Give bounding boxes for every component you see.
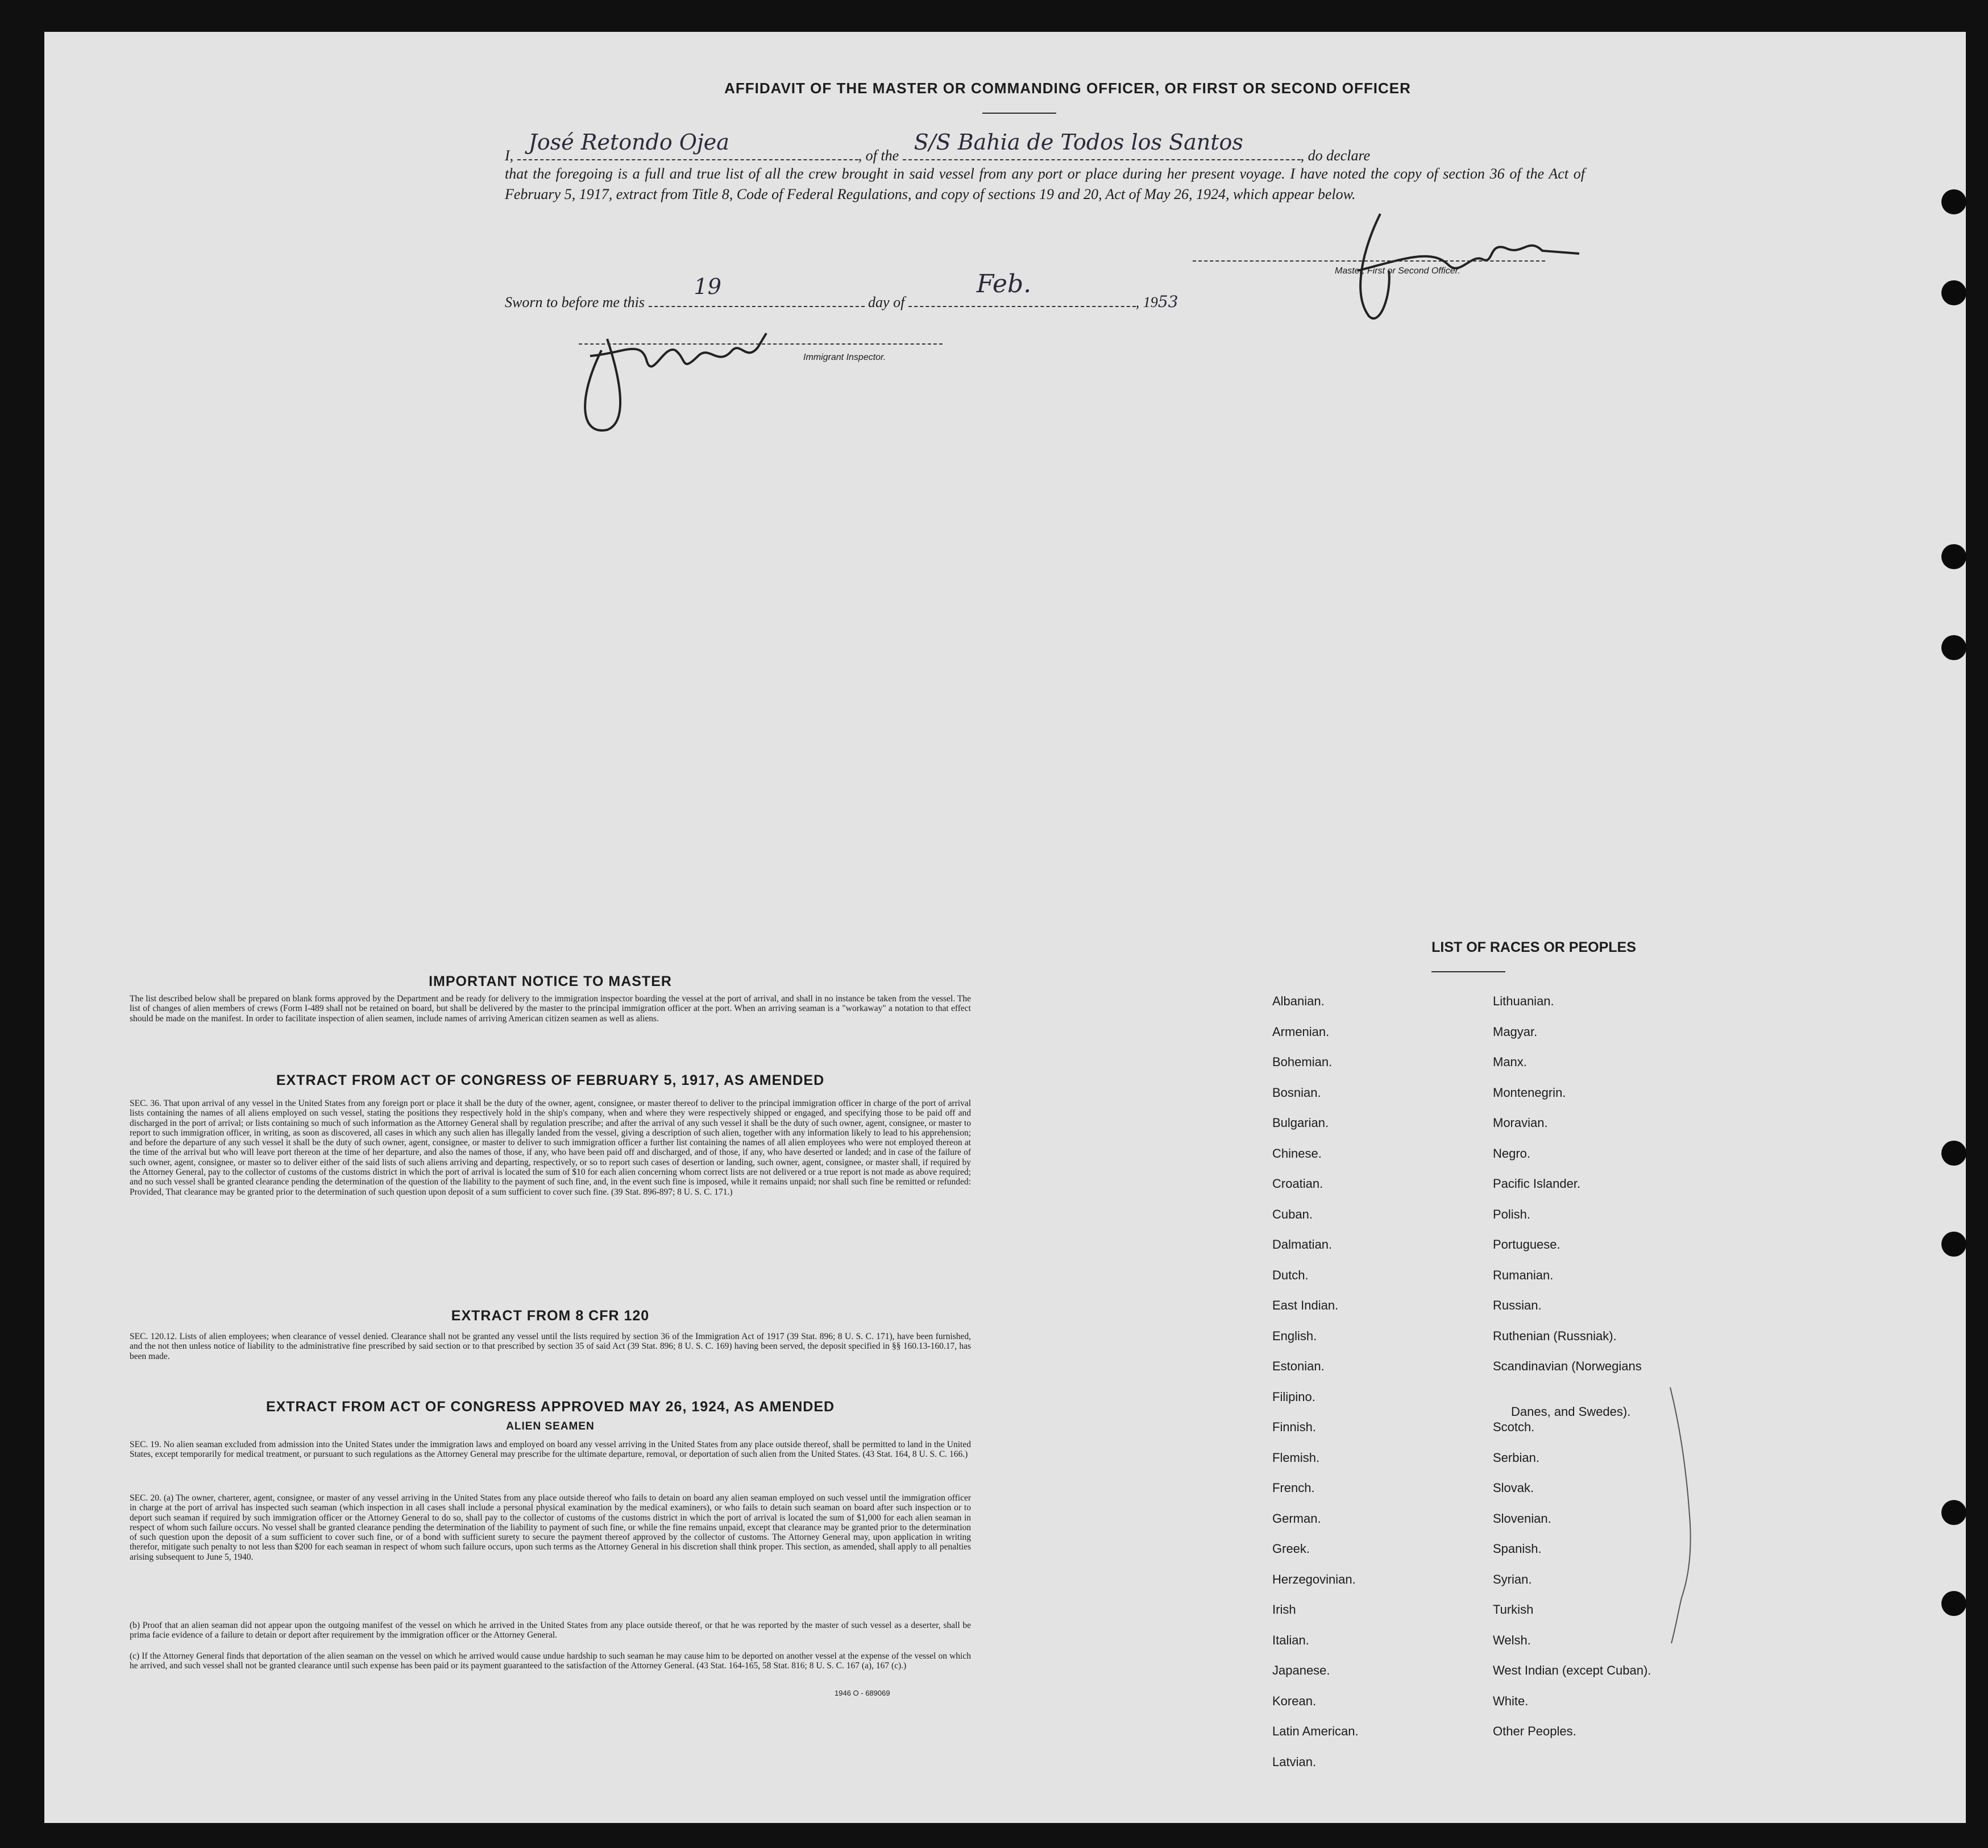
race-item: Latin American. bbox=[1272, 1724, 1359, 1738]
race-item: Japanese. bbox=[1272, 1663, 1330, 1677]
extract-1924-sec20c: (c) If the Attorney General finds that deportation of the alien seaman on the vessel on which he arrived would cause undue hardship to such seaman he may cause him to be deported on another vessel at the expense of the vessel on which he arrived, and such vessel shall not be granted clearance until such expense has been paid or its payment guaranteed to the satisfaction of the Attorney General. (43 Stat. 164-165, 58 Stat. 816; 8 U. S. C. 167 (a), 167 (c).) bbox=[130, 1651, 971, 1671]
race-item: Moravian. bbox=[1493, 1116, 1548, 1130]
races-title: LIST OF RACES OR PEOPLES bbox=[1431, 939, 1636, 955]
punch-hole bbox=[1941, 1591, 1966, 1616]
do-declare-label: , do declare bbox=[1300, 147, 1371, 164]
race-item: German. bbox=[1272, 1511, 1321, 1526]
punch-hole bbox=[1941, 280, 1966, 305]
extract-1924-sec20b: (b) Proof that an alien seaman did not appear upon the outgoing manifest of the vessel on which he arrived in the United States from any place outside thereof, or that he was reported by the master of such vessel as a deserter, shall be prima facie evidence of a failure to detain or deport after requirement by the immigration officer or the Attorney General. bbox=[130, 1621, 971, 1640]
race-item: Albanian. bbox=[1272, 994, 1325, 1008]
race-item: Herzegovinian. bbox=[1272, 1572, 1356, 1586]
affidavit-title: AFFIDAVIT OF THE MASTER OR COMMANDING OFFICER, OR FIRST OR SECOND OFFICER bbox=[724, 80, 1411, 97]
extract-1924-sec19: SEC. 19. No alien seaman excluded from admission into the United States under the immigration laws and employed on board any vessel arriving in the United States from any place outside thereof, shall be permitted to land in the United States, except temporarily for medical treatment, or pursuant to such regulations as the Attorney General may prescribe for the ultimate departure, removal, or deportation of such alien from the United States. (43 Stat. 164, 8 U. S. C. 166.) bbox=[130, 1440, 971, 1460]
race-item: Ruthenian (Russniak). bbox=[1493, 1328, 1617, 1343]
race-item: Syrian. bbox=[1493, 1572, 1532, 1586]
race-item: Portuguese. bbox=[1493, 1237, 1560, 1252]
sworn-month-handwriting: Feb. bbox=[976, 270, 1032, 299]
vessel-field bbox=[903, 130, 1301, 160]
race-item: French. bbox=[1272, 1481, 1315, 1495]
race-item: Croatian. bbox=[1272, 1176, 1323, 1191]
race-item: Slovenian. bbox=[1493, 1511, 1551, 1526]
race-item: Italian. bbox=[1272, 1632, 1309, 1647]
race-item: West Indian (except Cuban). bbox=[1493, 1663, 1651, 1677]
race-item: Welsh. bbox=[1493, 1632, 1531, 1647]
title-rule bbox=[982, 113, 1056, 114]
race-item: Turkish bbox=[1493, 1602, 1534, 1617]
race-item: Montenegrin. bbox=[1493, 1085, 1566, 1100]
race-item: Magyar. bbox=[1493, 1024, 1538, 1039]
punch-hole bbox=[1941, 1500, 1966, 1525]
name-field bbox=[517, 130, 858, 160]
sworn-label: Sworn to before me this bbox=[505, 294, 645, 310]
race-item: Rumanian. bbox=[1493, 1267, 1554, 1282]
notice-title: IMPORTANT NOTICE TO MASTER bbox=[429, 973, 672, 989]
race-item: Latvian. bbox=[1272, 1754, 1317, 1769]
punch-hole bbox=[1941, 1141, 1966, 1166]
pencil-bracket bbox=[1665, 1387, 1710, 1649]
extract-cfr-title: EXTRACT FROM 8 CFR 120 bbox=[451, 1308, 650, 1324]
extract-cfr-text: SEC. 120.12. Lists of alien employees; when clearance of vessel denied. Clearance shall not be granted any vessel until the lists required by section 36 of the Immigration Act of 1917 (39 Stat. 896; 8 U. S. C. 171), have been furnished, and the not then unless notice of liability to the administrative fine prescribed by said section or to that prescribed by section 35 of said Act (39 Stat. 896; 8 U. S. C. 169) having been served, the deposit specified in §§ 160.13-160.17, has been made. bbox=[130, 1332, 971, 1361]
race-item: Cuban. bbox=[1272, 1207, 1313, 1221]
race-item: Bohemian. bbox=[1272, 1055, 1333, 1069]
inspector-signature bbox=[567, 305, 817, 447]
sworn-line: Sworn to before me this 19 day of Feb. , 1953 bbox=[505, 270, 1178, 311]
race-item: Pacific Islander. bbox=[1493, 1176, 1581, 1191]
race-item: Negro. bbox=[1493, 1146, 1531, 1161]
sworn-day-handwriting: 19 bbox=[694, 274, 721, 299]
declaration-body: that the foregoing is a full and true list of all the crew brought in said vessel from any port or place during her present voyage. I have noted the copy of section 36 of the Act of February 5, 1917, extract from Title 8, Code of Federal Regulations, and copy of sections 19 and 20, Act of May 26, 1924, which appear below. bbox=[505, 165, 1585, 202]
i-label: I, bbox=[505, 147, 514, 164]
race-item: Flemish. bbox=[1272, 1450, 1320, 1465]
race-item: Korean. bbox=[1272, 1693, 1317, 1708]
declaration-line bbox=[505, 130, 1585, 166]
race-item: Greek. bbox=[1272, 1542, 1310, 1556]
race-item: Polish. bbox=[1493, 1207, 1531, 1221]
race-item: Scotch. bbox=[1493, 1420, 1535, 1434]
race-item: Bosnian. bbox=[1272, 1085, 1321, 1100]
race-item: Irish bbox=[1272, 1602, 1296, 1617]
vessel-handwriting: S/S Bahia de Todos los Santos bbox=[914, 130, 1243, 155]
races-title-rule bbox=[1431, 971, 1505, 972]
race-item: Other Peoples. bbox=[1493, 1724, 1576, 1738]
notice-text: The list described below shall be prepared on blank forms approved by the Department and be ready for delivery to the immigration inspector boarding the vessel at the port of arrival, and shall in no instance be taken from the vessel. The list of changes of alien members of crews (Form I-489 shall not be retained on board, but shall be delivered by the master to the principal immigration officer at the port. When an arriving seaman is a "workaway" a notation to that effect should be made on the manifest. In order to facilitate inspection of alien seamen, include names of arriving American citizen seamen as well as aliens. bbox=[130, 994, 971, 1024]
document-sheet bbox=[44, 32, 1966, 1823]
year-handwriting: 53 bbox=[1157, 292, 1178, 311]
race-item: Dalmatian. bbox=[1272, 1237, 1333, 1252]
punch-hole bbox=[1941, 544, 1966, 569]
print-code: 1946 O - 689069 bbox=[835, 1689, 890, 1697]
race-item: Dutch. bbox=[1272, 1267, 1309, 1282]
alien-seamen-subtitle: ALIEN SEAMEN bbox=[506, 1420, 595, 1432]
punch-hole bbox=[1941, 1232, 1966, 1257]
race-item: White. bbox=[1493, 1693, 1529, 1708]
race-item: Armenian. bbox=[1272, 1024, 1330, 1039]
extract-1924-sec20a: SEC. 20. (a) The owner, charterer, agent, consignee, or master of any vessel arriving in the United States from any place outside thereof who fails to detain on board any alien seaman employed on such vessel until the immigration officer in charge at the port of arrival has inspected such seaman (which inspection in all cases shall include a personal physical examination by the medical examiners), or who fails to detain such seaman on board after such inspection or to deport such seaman if required by such immigration officer or the Attorney General to do so, shall pay to the collector of customs of the customs district in which the port of arrival is located the sum of $1,000 for each alien seaman in respect of whom such failure occurs. No vessel shall be granted clearance pending the determination of the liability to payment of such fine, or while the fine remains unpaid, except that clearance may be granted prior to the determination of such question upon the deposit of a sum sufficient to cover such fine, or of a bond with sufficient surety to secure the payment thereof approved by the collector of customs. The Attorney General may, upon application in writing therefor, mitigate such penalty to not less than $200 for each seaman in respect of whom such failure occurs, upon such terms as the Attorney General in his discretion shall think proper. This section, as amended, shall apply to all penalties arising subsequent to June 5, 1940. bbox=[130, 1493, 971, 1562]
race-item: Finnish. bbox=[1272, 1420, 1317, 1434]
race-item: Spanish. bbox=[1493, 1542, 1542, 1556]
race-item: Manx. bbox=[1493, 1055, 1527, 1069]
year-prefix: 19 bbox=[1143, 294, 1158, 310]
punch-hole bbox=[1941, 189, 1966, 214]
inspector-caption: Immigrant Inspector. bbox=[803, 353, 886, 362]
extract-1917-text: SEC. 36. That upon arrival of any vessel in the United States from any foreign port or place it shall be the duty of the owner, agent, consignee, or master thereof to deliver to the principal immigration officer in charge of the port of arrival lists containing the names of all aliens employed on such vessel, stating the positions they respectively hold in the ship's company, when and where they were respectively shipped or engaged, and specifying those to be paid off and discharged in the port of arrival; or lists containing so much of such information as the Attorney General shall by regulation prescribe; and after the arrival of any such vessel it shall be the duty of such owner, agent, consignee, or master to report to such immigration officer, in writing, as soon as discovered, all cases in which any such alien has illegally landed from the vessel, giving a description of such alien, together with any information likely to lead to his apprehension; and before the departure of any such vessel it shall be the duty of such owner, agent, consignee, or master to deliver to such immigration officer a further list containing the names of all alien employees who were not employed thereon at the time of the arrival but who will leave port thereon at the time of her departure, and also the names of those, if any, who have been paid off and discharged, and of those, if any, who have deserted or landed; and in case of the failure of such owner, agent, consignee, or master so to deliver either of the said lists of such aliens arriving and departing, respectively, or so to report such cases of desertion or landing, such owner, agent, consignee, or master shall, if required by the Attorney General, pay to the collector of customs of the customs district in which the port of arrival is located the sum of $10 for each alien concerning whom correct lists are not delivered or a true report is not made as above required; and no such vessel shall be granted clearance pending the determination of the question of the liability to the payment of such fine, and, in the event such fine is imposed, while it remains unpaid; nor shall such fine be remitted or refunded: Provided, That clearance may be granted prior to the determination of such question upon deposit of a sum sufficient to cover such fine. (39 Stat. 896-897; 8 U. S. C. 171.) bbox=[130, 1099, 971, 1197]
race-item: Bulgarian. bbox=[1272, 1116, 1329, 1130]
race-item: Estonian. bbox=[1272, 1359, 1325, 1373]
race-item: Danes, and Swedes). bbox=[1511, 1404, 1631, 1419]
race-item: Filipino. bbox=[1272, 1389, 1315, 1404]
inspector-signature-line bbox=[579, 343, 943, 345]
race-item: Lithuanian. bbox=[1493, 994, 1554, 1008]
extract-1917-title: EXTRACT FROM ACT OF CONGRESS OF FEBRUARY 5, 1917, AS AMENDED bbox=[276, 1072, 825, 1088]
name-handwriting: José Retondo Ojea bbox=[528, 130, 729, 155]
sworn-month-field bbox=[908, 270, 1136, 307]
race-item: Serbian. bbox=[1493, 1450, 1539, 1465]
race-item: Chinese. bbox=[1272, 1146, 1322, 1161]
race-item: Russian. bbox=[1493, 1298, 1542, 1312]
master-signature-line bbox=[1193, 260, 1545, 262]
extract-1924-title: EXTRACT FROM ACT OF CONGRESS APPROVED MAY 26, 1924, AS AMENDED bbox=[265, 1399, 835, 1415]
race-item: Scandinavian (Norwegians bbox=[1493, 1359, 1642, 1373]
punch-hole bbox=[1941, 635, 1966, 660]
race-item: East Indian. bbox=[1272, 1298, 1339, 1312]
race-item: Slovak. bbox=[1493, 1481, 1534, 1495]
day-of-label: day of bbox=[868, 294, 905, 310]
race-item: English. bbox=[1272, 1328, 1317, 1343]
of-the-label: , of the bbox=[858, 147, 899, 164]
master-caption: Master, First or Second Officer. bbox=[1335, 266, 1460, 276]
